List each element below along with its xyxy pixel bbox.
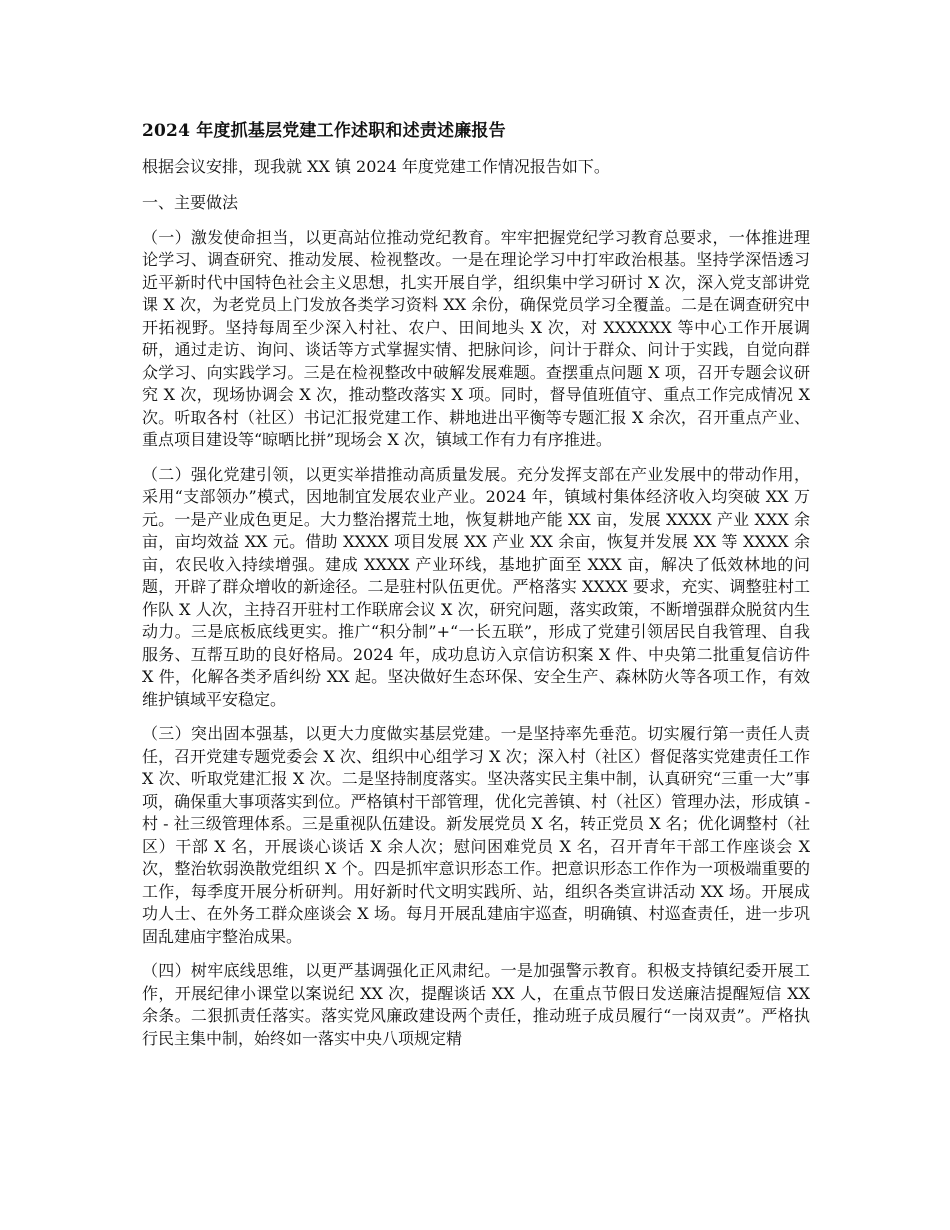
paragraph-1: （一）激发使命担当，以更高站位推动党纪教育。牢牢把握党纪学习教育总要求，一体推进理论学习、调查研究、推动发展、检视整改。一是在理论学习中打牢政治根基。坚持学深悟透习近平新时代中国特色社会主义思想，扎实开展自学，组织集中学习研讨 X 次，深入党支部讲党课 X 次，为老党员上门发放各类学习资料 XX 余份，确保党员学习全覆盖。二是在调查研究中开拓视野。坚持每周至少深入村社、农户、田间地头 X 次，对 XXXXXX 等中心工作开展调研，通过走访、询问、谈话等方式掌握实情、把脉问诊，问计于群众、问计于实践，自觉向群众学习、向实践学习。三是在检视整改中破解发展难题。查摆重点问题 X 项，召开专题会议研究 X 次，现场协调会 X 次，推动整改落实 X 项。同时，督导值班值守、重点工作完成情况 X 次。听取各村（社区）书记汇报党建工作、耕地进出平衡等专题汇报 X 余次，召开重点产业、重点项目建设等“晾晒比拼”现场会 X 次，镇域工作有力有序推进。 — [142, 227, 810, 449]
paragraph-4: （四）树牢底线思维，以更严基调强化正风肃纪。一是加强警示教育。积极支持镇纪委开展工作，开展纪律小课堂以案说纪 XX 次，提醒谈话 XX 人，在重点节假日发送廉洁提醒短信 XX 余条。二狠抓责任落实。落实党风廉政建设两个责任，推动班子成员履行“一岗双责”。严格执行民主集中制，始终如一落实中央八项规定精 — [142, 961, 810, 1048]
paragraph-3: （三）突出固本强基，以更大力度做实基层党建。一是坚持率先垂范。切实履行第一责任人责任，召开党建专题党委会 X 次、组织中心组学习 X 次；深入村（社区）督促落实党建责任工作 X 次、听取党建汇报 X 次。二是坚持制度落实。坚决落实民主集中制，认真研究“三重一大”事项，确保重大事项落实到位。严格镇村干部管理，优化完善镇、村（社区）管理办法，形成镇 - 村 - 社三级管理体系。三是重视队伍建设。新发展党员 X 名，转正党员 X 名；优化调整村（社区）干部 X 名，开展谈心谈话 X 余人次；慰问困难党员 X 名，召开青年干部工作座谈会 X 次，整治软弱涣散党组织 X 个。四是抓牢意识形态工作。把意识形态工作作为一项极端重要的工作，每季度开展分析研判。用好新时代文明实践所、站，组织各类宣讲活动 XX 场。开展成功人士、在外务工群众座谈会 X 场。每月开展乱建庙宇巡查，明确镇、村巡查责任，进一步巩固乱建庙宇整治成果。 — [142, 724, 810, 946]
document-page — [142, 118, 810, 1062]
paragraph-2: （二）强化党建引领，以更实举措推动高质量发展。充分发挥支部在产业发展中的带动作用，采用“支部领办”模式，因地制宜发展农业产业。2024 年，镇域村集体经济收入均突破 XX 万元。一是产业成色更足。大力整治撂荒土地，恢复耕地产能 XX 亩，发展 XXXX 产业 XXX 余亩，亩均效益 XX 元。借助 XXXX 项目发展 XX 产业 XX 余亩，恢复并发展 XX 等 XXXX 余亩，农民收入持续增强。建成 XXXX 产业环线，基地扩面至 XXX 亩，解决了低效林地的问题，开辟了群众增收的新途径。二是驻村队伍更优。严格落实 XXXX 要求，充实、调整驻村工作队 X 人次，主持召开驻村工作联席会议 X 次，研究问题，落实政策，不断增强群众脱贫内生动力。三是底板底线更实。推广“积分制”+“一长五联”，形成了党建引领居民自我管理、自我服务、互帮互助的良好格局。2024 年，成功息访入京信访积案 X 件、中央第二批重复信访件 X 件，化解各类矛盾纠纷 XX 起。坚决做好生态环保、安全生产、森林防火等各项工作，有效维护镇域平安稳定。 — [142, 464, 810, 709]
section-heading: 一、主要做法 — [142, 192, 239, 212]
document-title: 2024 年度抓基层党建工作述职和述责述廉报告 — [142, 121, 506, 141]
intro-paragraph: 根据会议安排，现我就 XX 镇 2024 年度党建工作情况报告如下。 — [142, 157, 610, 176]
